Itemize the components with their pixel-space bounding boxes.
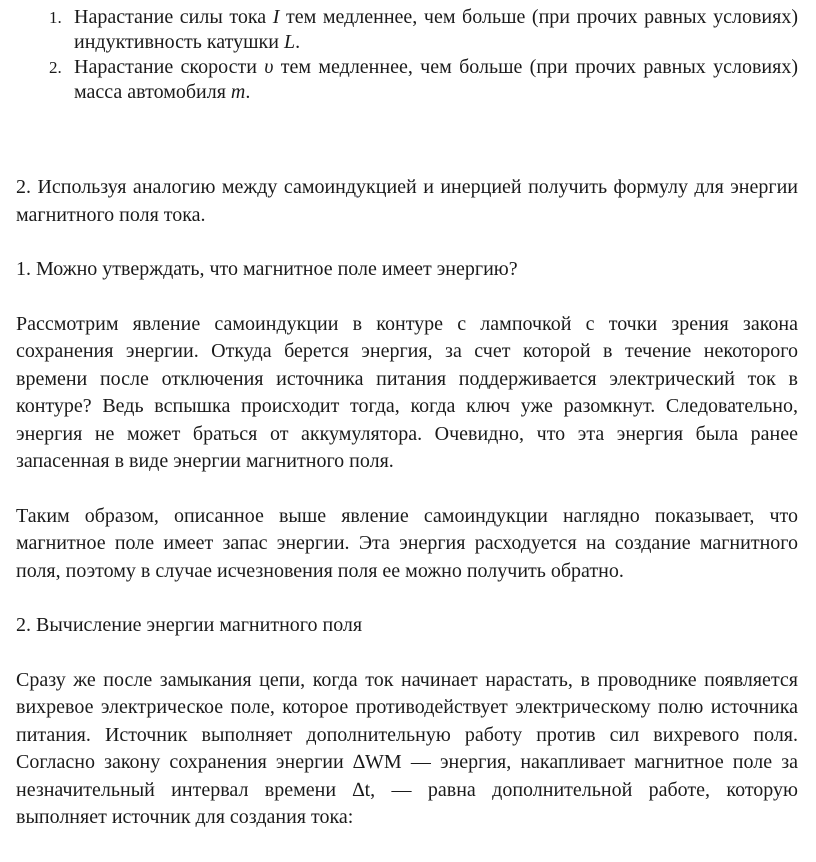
- list-item-text: Нарастание силы тока: [74, 6, 273, 28]
- vertical-gap: [16, 640, 798, 667]
- vertical-gap: [16, 476, 798, 503]
- list-item-text: тем медленнее, чем больше (при прочих равных условиях) индуктивность катушки: [74, 6, 798, 53]
- body-paragraph: Таким образом, описанное выше явление самоиндукции наглядно показывает, что магнитное поле имеет запас энергии. Эта энергия расходуется на создание магнитного поля, поэтому в случае исчезновения поля ее можно получить обратно.: [16, 504, 798, 582]
- question-heading: 1. Можно утверждать, что магнитное поле имеет энергию?: [16, 258, 518, 280]
- task-heading: 2. Используя аналогию между самоиндукцией и инерцией получить формулу для энергии магнитного поля тока.: [16, 176, 798, 226]
- list-item: [16, 55, 798, 105]
- body-paragraph: Рассмотрим явление самоиндукции в контуре с лампочкой с точки зрения закона сохранения энергии. Откуда берется энергия, за счет которой в течение некоторого времени после отключения источника питания поддерживается электрический ток в контуре? Ведь вспышка происходит тогда, когда ключ уже разомкнут. Следовательно, энергия не может браться от аккумулятора. Очевидно, что эта энергия была ранее запасенная в виде энергии магнитного поля.: [16, 312, 798, 472]
- body-paragraph: Сразу же после замыкания цепи, когда ток начинает нарастать, в проводнике появляется вихревое электрическое поле, которое противодействует электрическому полю источника питания. Источник выполняет дополнительную работу против сил вихревого поля. Согласно закону сохранения энергии ∆WM — энергия, накапливает магнитное поле за незначительный интервал времени ∆t, — равна дополнительной работе, которую выполняет источник для создания тока:: [16, 668, 798, 828]
- section-heading: 2. Вычисление энергии магнитного поля: [16, 614, 363, 636]
- variable-current: I: [272, 6, 280, 28]
- list-item-text: тем медленнее, чем больше (при прочих равных условиях) масса автомобиля: [74, 56, 798, 103]
- list-item: [16, 0, 798, 55]
- variable-velocity: υ: [264, 56, 274, 78]
- vertical-gap: [16, 284, 798, 311]
- list-item-text: Нарастание скорости: [74, 56, 265, 78]
- vertical-gap: [16, 229, 798, 256]
- analogy-list: [16, 0, 798, 105]
- vertical-gap: [16, 585, 798, 612]
- list-item-end: .: [295, 31, 301, 53]
- list-item-number: 2.: [49, 58, 62, 77]
- variable-mass: m: [230, 81, 246, 103]
- list-item-end: .: [245, 81, 251, 103]
- variable-inductance: L: [283, 31, 296, 53]
- list-item-number: 1.: [49, 8, 62, 27]
- vertical-spacer: [16, 105, 798, 174]
